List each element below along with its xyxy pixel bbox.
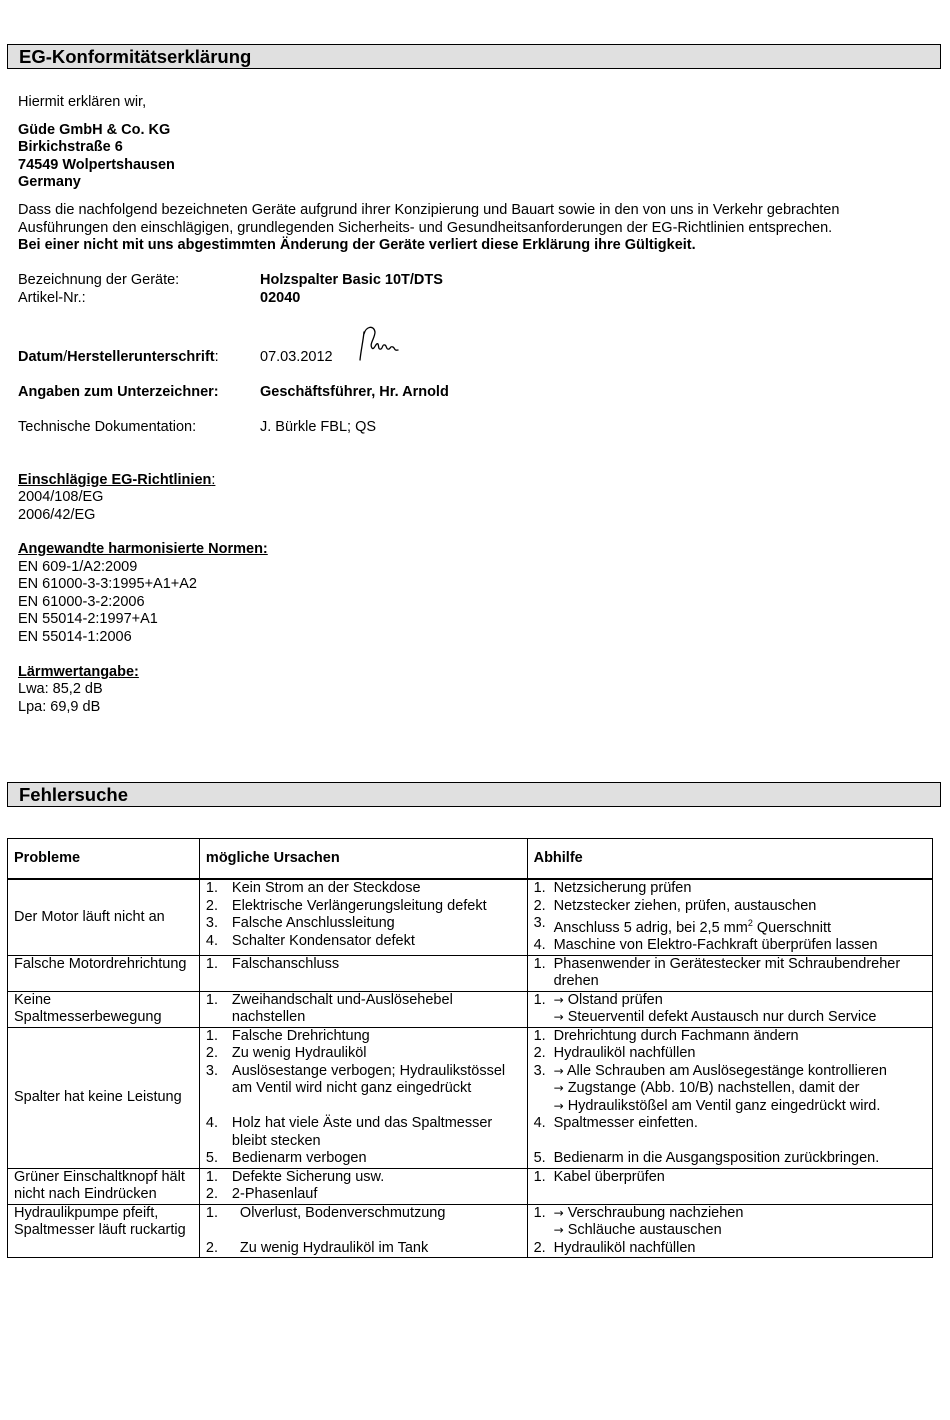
problem-cell: Der Motor läuft nicht an [8, 879, 200, 955]
noise-lwa: Lwa: 85,2 dB [18, 681, 103, 697]
cause-text: Defekte Sicherung usw. [231, 1168, 385, 1185]
problem-cell: Falsche Motordrehrichtung [8, 955, 200, 991]
causes-cell: 1. Defekte Sicherung usw. 2. 2-Phasenlauf [199, 1168, 527, 1204]
arrow-icon: → [553, 1205, 564, 1220]
date-signature-label [18, 349, 219, 366]
date-label-part: Datum [18, 349, 64, 365]
norm-item: EN 55014-1:2006 [18, 629, 132, 645]
company-street: Birkichstraße 6 [18, 139, 123, 155]
intro-text: Hiermit erklären wir, [18, 94, 147, 110]
date-value: 07.03.2012 [260, 349, 333, 365]
paragraph-line-1: Dass die nachfolgend bezeichneten Geräte aufgrund ihrer Konzipierung und Bauart sowie in den von uns in Verkehr gebrachten [18, 202, 840, 218]
table-header-row [8, 839, 933, 880]
cause-text: Auslösestange verbogen; Hydraulikstössel am Ventil wird nicht ganz eingedrückt [231, 1062, 506, 1097]
remedy-text: → Verschraubung nachziehen [553, 1204, 744, 1221]
company-country: Germany [18, 174, 81, 190]
noise-heading: Lärmwertangabe: [18, 664, 139, 680]
cause-text: 2-Phasenlauf [231, 1186, 318, 1203]
cause-text: Falschanschluss [231, 955, 340, 972]
remedy-cell: 1. → Olstand prüfen → Steuerventil defekt Austausch nur durch Service [527, 991, 932, 1027]
remedy-text: → Olstand prüfen [553, 991, 663, 1008]
article-label: Artikel-Nr.: [18, 290, 86, 306]
device-value: Holzspalter Basic 10T/DTS [260, 272, 443, 288]
paragraph-line-2: Ausführungen den einschlägigen, grundlegenden Sicherheits- und Gesundheitsanforderungen der EG-Richtlinien entsprechen. [18, 219, 833, 236]
signature-label-part: Herstellerunterschrift [67, 349, 215, 365]
cause-text: Elektrische Verlängerungsleitung defekt [231, 897, 487, 914]
arrow-icon: → [553, 992, 564, 1007]
remedy-text: Bedienarm in die Ausgangsposition zurückbringen. [553, 1150, 880, 1167]
remedy-text: Spaltmesser einfetten. [553, 1115, 698, 1132]
remedy-text: → Hydraulikstößel am Ventil ganz eingedrückt wird. [553, 1097, 881, 1114]
causes-cell: 1. Kein Strom an der Steckdose 2. Elektrische Verlängerungsleitung defekt 3. Falsche Anschlussleitung 4. Schalter Kondensator defekt [199, 879, 527, 955]
remedy-text: Netzsicherung prüfen [553, 880, 692, 896]
troubleshooting-heading: Fehlersuche [7, 782, 941, 807]
table-row [8, 1027, 933, 1168]
date-label-colon: : [214, 349, 219, 365]
table-row [8, 1204, 933, 1258]
causes-cell: 1. Falsche Drehrichtung 2. Zu wenig Hydrauliköl 3. Auslösestange verbogen; Hydraulikstössel am Ventil wird nicht ganz eingedrückt 4. Holz hat viele Äste und das Spaltmesser bleibt stecken 5. Bedienarm verbogen [199, 1027, 527, 1168]
directives-heading [18, 472, 215, 489]
paragraph-bold: Bei einer nicht mit uns abgestimmten Änderung der Geräte verliert diese Erklärung ihre Gültigkeit. [18, 237, 696, 253]
column-header-remedy: Abhilfe [527, 839, 932, 880]
cause-text: Kein Strom an der Steckdose [231, 880, 421, 896]
norm-item: EN 55014-2:1997+A1 [18, 611, 158, 627]
remedy-text: Hydrauliköl nachfüllen [553, 1239, 696, 1256]
remedy-cell: 1. Kabel überprüfen [527, 1168, 932, 1204]
noise-lpa: Lpa: 69,9 dB [18, 699, 101, 715]
remedy-text: Anschluss 5 adrig, bei 2,5 $mm^2$ Querschnitt [553, 918, 832, 936]
arrow-icon: → [553, 1223, 564, 1238]
arrow-icon: → [553, 1098, 564, 1113]
norm-item: EN 609-1/A2:2009 [18, 559, 138, 575]
cause-text: Falsche Drehrichtung [231, 1027, 370, 1044]
remedy-cell: 1. → Verschraubung nachziehen → Schläuche austauschen 2. Hydrauliköl nachfüllen [527, 1204, 932, 1258]
problem-cell: Keine Spaltmesserbewegung [8, 991, 200, 1027]
device-label: Bezeichnung der Geräte: [18, 272, 180, 288]
remedy-text: → Alle Schrauben am Auslösegestänge kontrollieren [553, 1062, 887, 1079]
directive-item: 2006/42/EG [18, 507, 96, 523]
cause-text: Olverlust, Bodenverschmutzung [239, 1204, 446, 1221]
arrow-icon: → [553, 1063, 564, 1078]
cause-text: Schalter Kondensator defekt [231, 932, 415, 949]
remedy-text: → Steuerventil defekt Austausch nur durch Service [553, 1009, 877, 1026]
causes-cell: 1. Falschanschluss [199, 955, 527, 991]
remedy-text: → Zugstange (Abb. 10/B) nachstellen, damit der [553, 1080, 860, 1097]
cause-text: Zweihandschalt und-Auslösehebel nachstellen [231, 991, 453, 1026]
cause-text: Holz hat viele Äste und das Spaltmesser bleibt stecken [231, 1115, 493, 1149]
table-row [8, 955, 933, 991]
remedy-text: Kabel überprüfen [553, 1168, 665, 1185]
troubleshooting-table [7, 838, 933, 1258]
remedy-text: Drehrichtung durch Fachmann ändern [553, 1027, 799, 1044]
column-header-problems: Probleme [8, 839, 200, 880]
directives-heading-colon: : [211, 472, 216, 488]
remedy-text: Maschine von Elektro-Fachkraft überprüfen lassen [553, 937, 878, 954]
cause-text: Bedienarm verbogen [231, 1150, 367, 1167]
remedy-cell: 1. Phasenwender in Gerätestecker mit Schraubendreher drehen [527, 955, 932, 991]
signer-label: Angaben zum Unterzeichner: [18, 384, 219, 400]
directive-item: 2004/108/EG [18, 489, 104, 505]
problem-cell: Hydraulikpumpe pfeift, Spaltmesser läuft ruckartig [8, 1204, 200, 1258]
arrow-icon: → [553, 1010, 564, 1025]
arrow-icon: → [553, 1081, 564, 1096]
column-header-causes: mögliche Ursachen [199, 839, 527, 880]
cause-text: Falsche Anschlussleitung [231, 915, 395, 931]
declaration-paragraph [18, 202, 918, 255]
remedy-text: Hydrauliköl nachfüllen [553, 1045, 696, 1062]
problem-cell: Grüner Einschaltknopf hält nicht nach Eindrücken [8, 1168, 200, 1204]
remedy-text: → Schläuche austauschen [553, 1222, 722, 1239]
table-row [8, 879, 933, 955]
problem-cell: Spalter hat keine Leistung [8, 1027, 200, 1168]
norm-item: EN 61000-3-3:1995+A1+A2 [18, 576, 197, 592]
norm-item: EN 61000-3-2:2006 [18, 594, 145, 610]
table-row [8, 991, 933, 1027]
docs-value: J. Bürkle FBL; QS [260, 419, 377, 435]
remedy-cell: 1. Netzsicherung prüfen 2. Netzstecker ziehen, prüfen, austauschen 3. Anschluss 5 adrig, bei 2,5 $mm^2$ Querschnitt 4. Maschine von Elektro-Fachkraft überprüfen lassen [527, 879, 932, 955]
cause-text: Zu wenig Hydrauliköl im Tank [239, 1239, 429, 1256]
docs-label: Technische Dokumentation: [18, 419, 197, 435]
date-label-slash: / [63, 349, 68, 365]
article-value: 02040 [260, 290, 301, 306]
directives-heading-text: Einschlägige EG-Richtlinien [18, 472, 212, 488]
table-row [8, 1168, 933, 1204]
remedy-cell: 1. Drehrichtung durch Fachmann ändern 2. Hydrauliköl nachfüllen 3. → Alle Schrauben am Auslösegestänge kontrollieren → Zugstange (Abb. 10/B) nachstellen, damit der → Hydraulikstößel am Ventil ganz eingedrückt wird. 4. Spaltmesser einfetten. 5. Bedienarm in die Ausgangsposition zurückbringen. [527, 1027, 932, 1168]
signature-image [354, 324, 402, 364]
cause-text: Zu wenig Hydrauliköl [231, 1045, 367, 1062]
causes-cell: 1. Zweihandschalt und-Auslösehebel nachstellen [199, 991, 527, 1027]
signer-value: Geschäftsführer, Hr. Arnold [260, 384, 449, 400]
remedy-text: Phasenwender in Gerätestecker mit Schraubendreher drehen [553, 955, 901, 990]
causes-cell: 1. Olverlust, Bodenverschmutzung 2. Zu wenig Hydrauliköl im Tank [199, 1204, 527, 1258]
declaration-heading: EG-Konformitätserklärung [7, 44, 941, 69]
norms-heading: Angewandte harmonisierte Normen: [18, 541, 268, 557]
company-city: 74549 Wolpertshausen [18, 157, 175, 173]
company-name: Güde GmbH & Co. KG [18, 122, 171, 138]
remedy-text: Netzstecker ziehen, prüfen, austauschen [553, 897, 817, 914]
